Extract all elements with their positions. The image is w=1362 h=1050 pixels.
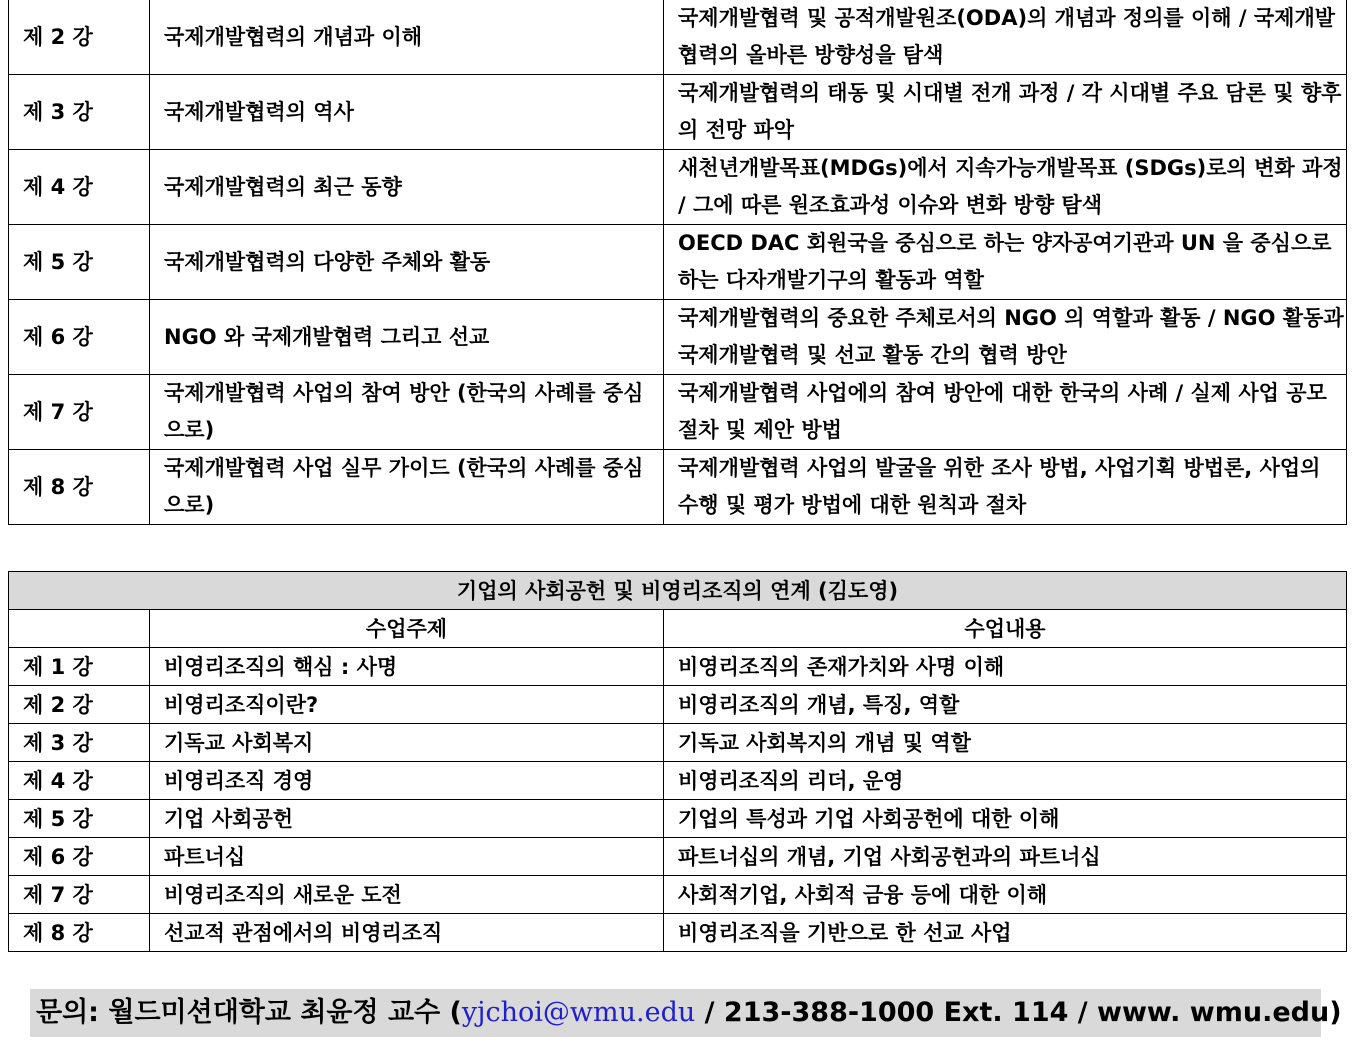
lecture-number: 제 3 강 <box>9 75 150 150</box>
lecture-content: 기업의 특성과 기업 사회공헌에 대한 이해 <box>664 800 1347 838</box>
table-row <box>9 0 1347 75</box>
lecture-number: 제 3 강 <box>9 724 150 762</box>
lecture-topic: 비영리조직의 핵심 : 사명 <box>150 648 664 686</box>
lecture-content: 비영리조직의 리더, 운영 <box>664 762 1347 800</box>
lecture-number: 제 4 강 <box>9 150 150 225</box>
lecture-number: 제 2 강 <box>9 686 150 724</box>
table-row <box>9 150 1347 225</box>
table-row <box>9 375 1347 450</box>
lecture-topic: 선교적 관점에서의 비영리조직 <box>150 914 664 952</box>
lecture-number: 제 2 강 <box>9 0 150 75</box>
lecture-topic: 기독교 사회복지 <box>150 724 664 762</box>
lecture-topic: 비영리조직의 새로운 도전 <box>150 876 664 914</box>
lecture-topic: 파트너십 <box>150 838 664 876</box>
lecture-content: 국제개발협력의 태동 및 시대별 전개 과정 / 각 시대별 주요 담론 및 향후의 전망 파악 <box>664 75 1347 150</box>
lecture-topic: 기업 사회공헌 <box>150 800 664 838</box>
lecture-number: 제 1 강 <box>9 648 150 686</box>
lecture-content: 새천년개발목표(MDGs)에서 지속가능개발목표 (SDGs)로의 변화 과정 / 그에 따른 원조효과성 이슈와 변화 방향 탐색 <box>664 150 1347 225</box>
curriculum-table-1 <box>8 0 1347 525</box>
lecture-content: 비영리조직의 존재가치와 사명 이해 <box>664 648 1347 686</box>
lecture-content: 사회적기업, 사회적 금융 등에 대한 이해 <box>664 876 1347 914</box>
lecture-number: 제 6 강 <box>9 838 150 876</box>
table-row <box>9 800 1347 838</box>
lecture-number: 제 7 강 <box>9 375 150 450</box>
lecture-content: OECD DAC 회원국을 중심으로 하는 양자공여기관과 UN 을 중심으로 하는 다자개발기구의 활동과 역할 <box>664 225 1347 300</box>
contact-suffix: / 213-388-1000 Ext. 114 / www. wmu.edu) <box>695 997 1342 1028</box>
lecture-content: 기독교 사회복지의 개념 및 역할 <box>664 724 1347 762</box>
table-row <box>9 450 1347 525</box>
contact-email-link[interactable]: yjchoi@wmu.edu <box>461 997 696 1028</box>
lecture-topic: 국제개발협력의 개념과 이해 <box>150 0 664 75</box>
lecture-content: 국제개발협력 사업의 발굴을 위한 조사 방법, 사업기획 방법론, 사업의 수행 및 평가 방법에 대한 원칙과 절차 <box>664 450 1347 525</box>
lecture-number: 제 8 강 <box>9 914 150 952</box>
lecture-topic: 비영리조직이란? <box>150 686 664 724</box>
lecture-topic: 국제개발협력의 최근 동향 <box>150 150 664 225</box>
table-title-row <box>9 572 1347 610</box>
table-title: 기업의 사회공헌 및 비영리조직의 연계 (김도영) <box>9 572 1347 610</box>
table-row <box>9 876 1347 914</box>
lecture-topic: 국제개발협력 사업 실무 가이드 (한국의 사례를 중심으로) <box>150 450 664 525</box>
lecture-content: 국제개발협력 및 공적개발원조(ODA)의 개념과 정의를 이해 / 국제개발협력의 올바른 방향성을 탐색 <box>664 0 1347 75</box>
table-row <box>9 762 1347 800</box>
lecture-number: 제 4 강 <box>9 762 150 800</box>
lecture-content: 비영리조직의 개념, 특징, 역할 <box>664 686 1347 724</box>
lecture-number: 제 6 강 <box>9 300 150 375</box>
lecture-content: 국제개발협력 사업에의 참여 방안에 대한 한국의 사례 / 실제 사업 공모 절차 및 제안 방법 <box>664 375 1347 450</box>
contact-info <box>30 989 1342 1037</box>
curriculum-table-2 <box>8 571 1347 952</box>
column-header-content: 수업내용 <box>664 610 1347 648</box>
lecture-number: 제 8 강 <box>9 450 150 525</box>
table-row <box>9 75 1347 150</box>
lecture-content: 국제개발협력의 중요한 주체로서의 NGO 의 역할과 활동 / NGO 활동과 국제개발협력 및 선교 활동 간의 협력 방안 <box>664 300 1347 375</box>
table-row <box>9 686 1347 724</box>
contact-prefix: 문의: 월드미션대학교 최윤정 교수 ( <box>36 997 462 1028</box>
lecture-topic: 비영리조직 경영 <box>150 762 664 800</box>
table-row <box>9 838 1347 876</box>
lecture-number: 제 5 강 <box>9 225 150 300</box>
lecture-content: 파트너십의 개념, 기업 사회공헌과의 파트너십 <box>664 838 1347 876</box>
lecture-topic: NGO 와 국제개발협력 그리고 선교 <box>150 300 664 375</box>
column-header-row <box>9 610 1347 648</box>
lecture-topic: 국제개발협력의 다양한 주체와 활동 <box>150 225 664 300</box>
lecture-topic: 국제개발협력의 역사 <box>150 75 664 150</box>
column-header-topic: 수업주제 <box>150 610 664 648</box>
lecture-topic: 국제개발협력 사업의 참여 방안 (한국의 사례를 중심으로) <box>150 375 664 450</box>
table-row <box>9 225 1347 300</box>
table-row <box>9 724 1347 762</box>
table-row <box>9 300 1347 375</box>
lecture-number: 제 7 강 <box>9 876 150 914</box>
table-row <box>9 648 1347 686</box>
table-row <box>9 914 1347 952</box>
lecture-number: 제 5 강 <box>9 800 150 838</box>
lecture-content: 비영리조직을 기반으로 한 선교 사업 <box>664 914 1347 952</box>
column-header-empty <box>9 610 150 648</box>
